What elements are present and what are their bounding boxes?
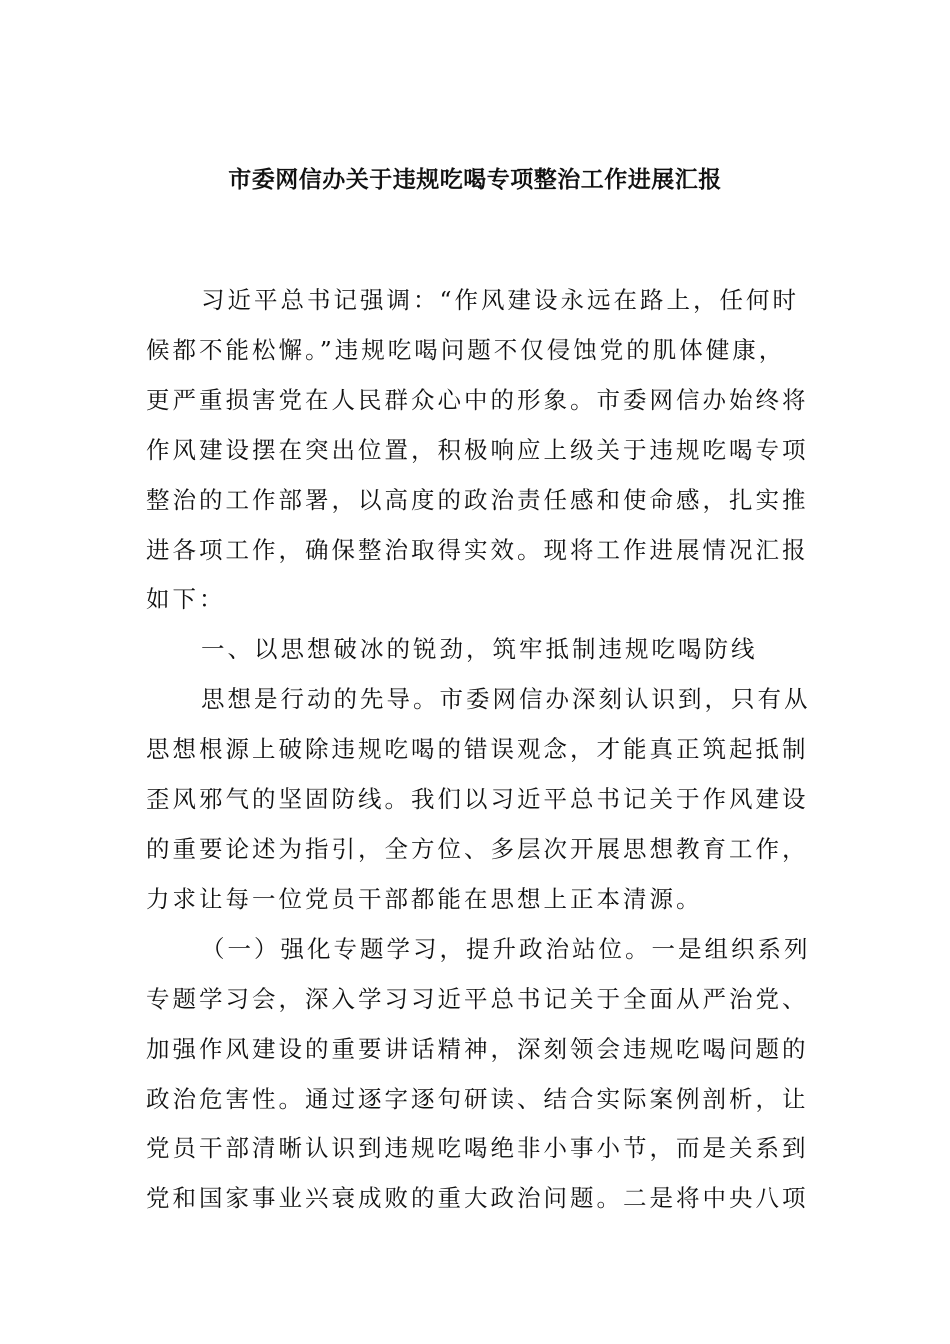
- text-line: 党员干部清晰认识到违规吃喝绝非小事小节，而是关系到: [146, 1134, 809, 1163]
- text-line: 习近平总书记强调：“作风建设永远在路上，任何时: [201, 286, 800, 314]
- section-heading: 一、以思想破冰的锐劲，筑牢抵制违规吃喝防线: [201, 635, 758, 664]
- text-line: 思想根源上破除违规吃喝的错误观念，才能真正筑起抵制: [146, 735, 809, 764]
- text-line: 政治危害性。通过逐字逐句研读、结合实际案例剖析，让: [146, 1084, 809, 1113]
- text-line: 歪风邪气的坚固防线。我们以习近平总书记关于作风建设: [146, 785, 809, 814]
- text-line: 的重要论述为指引，全方位、多层次开展思想教育工作，: [146, 834, 809, 863]
- section-paragraph: [146, 675, 811, 925]
- text-line: 作风建设摆在突出位置，积极响应上级关于违规吃喝专项: [146, 435, 809, 464]
- intro-paragraph: [146, 276, 809, 625]
- text-line: 党和国家事业兴衰成败的重大政治问题。二是将中央八项: [146, 1184, 809, 1213]
- subsection-paragraph: [146, 925, 811, 1224]
- text-line: 加强作风建设的重要讲话精神，深刻领会违规吃喝问题的: [146, 1034, 809, 1063]
- text-line: 进各项工作，确保整治取得实效。现将工作进展情况汇报: [146, 535, 809, 564]
- text-line: 专题学习会，深入学习习近平总书记关于全面从严治党、: [146, 984, 809, 1013]
- text-line: 整治的工作部署，以高度的政治责任感和使命感，扎实推: [146, 485, 809, 514]
- text-line: 如下：: [146, 585, 226, 614]
- text-line: 思想是行动的先导。市委网信办深刻认识到，只有从: [201, 685, 811, 714]
- text-line: 候都不能松懈。”违规吃喝问题不仅侵蚀党的肌体健康，: [146, 335, 786, 364]
- text-line: （一）强化专题学习，提升政治站位。一是组织系列: [201, 934, 811, 963]
- text-line: 力求让每一位党员干部都能在思想上正本清源。: [146, 884, 703, 913]
- document-body: [146, 276, 811, 1224]
- document-title: 市委网信办关于违规吃喝专项整治工作进展汇报: [228, 166, 722, 193]
- text-line: 更严重损害党在人民群众心中的形象。市委网信办始终将: [146, 385, 809, 414]
